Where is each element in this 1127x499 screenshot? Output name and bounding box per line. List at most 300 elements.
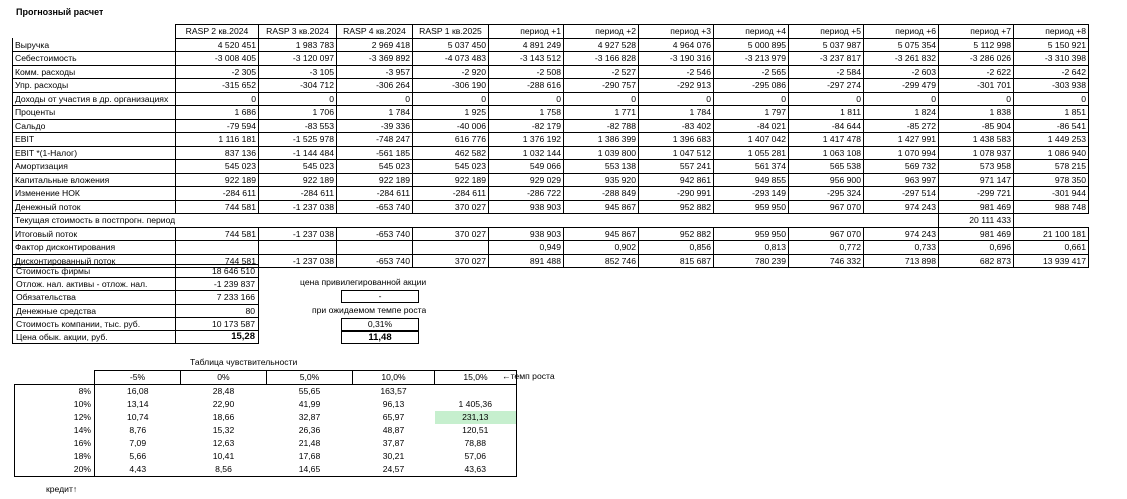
- data-row-2-cell[interactable]: -3 008 405: [176, 52, 259, 66]
- sensitivity-rate-cell[interactable]: 20%: [15, 463, 95, 477]
- column-header-11[interactable]: период +7: [939, 25, 1014, 39]
- sensitivity-value-cell[interactable]: 7,09: [129, 438, 147, 448]
- data-row-10-cell[interactable]: 565 538: [789, 160, 864, 174]
- sensitivity-value-cell[interactable]: 22,90: [212, 399, 235, 409]
- data-row-10-cell[interactable]: 553 138: [564, 160, 639, 174]
- data-row-1-cell[interactable]: 4 964 076: [639, 38, 714, 52]
- data-row-3-cell[interactable]: -2 584: [789, 65, 864, 79]
- discount-factor-row: [13, 241, 1089, 255]
- data-row-11-cell[interactable]: 922 189: [337, 173, 413, 187]
- data-row-13-label: Денежный поток: [13, 200, 176, 214]
- sensitivity-value-cell[interactable]: 26,36: [298, 425, 321, 435]
- data-row-1-cell[interactable]: 1 983 783: [259, 38, 337, 52]
- data-row-11-cell[interactable]: 922 189: [176, 173, 259, 187]
- data-row-13-cell[interactable]: 967 070: [789, 200, 864, 214]
- sensitivity-rate-cell[interactable]: 16%: [15, 437, 95, 450]
- sensitivity-value-cell[interactable]: 10,41: [212, 451, 235, 461]
- sensitivity-column-header[interactable]: 10,0%: [353, 371, 435, 385]
- sensitivity-value-cell[interactable]: 231,13: [435, 411, 517, 424]
- total-row-cell[interactable]: 945 867: [564, 227, 639, 241]
- data-row-12-cell[interactable]: -284 611: [337, 187, 413, 201]
- sensitivity-value-cell[interactable]: 10,74: [126, 412, 149, 422]
- data-row-9-label: EBIT *(1-Налог): [13, 146, 176, 160]
- data-row-13-cell[interactable]: -1 237 038: [259, 200, 337, 214]
- data-row-9-cell[interactable]: -1 144 484: [259, 146, 337, 160]
- data-row-12-cell[interactable]: -284 611: [413, 187, 489, 201]
- total-row-cell[interactable]: -1 237 038: [259, 227, 337, 241]
- expected-growth-value[interactable]: 0,31%: [341, 318, 419, 331]
- column-header-9[interactable]: период +5: [789, 25, 864, 39]
- data-row-3-cell[interactable]: -2 920: [413, 65, 489, 79]
- data-row-5-cell[interactable]: 0: [789, 92, 864, 106]
- data-row-4-cell[interactable]: -315 652: [176, 79, 259, 93]
- data-row-13-cell[interactable]: 938 903: [489, 200, 564, 214]
- data-row-11-cell[interactable]: 942 861: [639, 173, 714, 187]
- sensitivity-header-row: [15, 371, 517, 385]
- data-row-5-cell[interactable]: 0: [259, 92, 337, 106]
- data-row-2-cell[interactable]: -3 120 097: [259, 52, 337, 66]
- data-row-11-cell[interactable]: 922 189: [413, 173, 489, 187]
- data-row-13-cell[interactable]: 981 469: [939, 200, 1014, 214]
- data-row-8-cell[interactable]: 616 776: [413, 133, 489, 147]
- data-row-2-cell[interactable]: -3 237 817: [789, 52, 864, 66]
- total-row-cell[interactable]: -653 740: [337, 227, 413, 241]
- data-row-10-cell[interactable]: 545 023: [413, 160, 489, 174]
- data-row-13-cell[interactable]: 370 027: [413, 200, 489, 214]
- credit-axis-note: кредит↑: [46, 484, 78, 494]
- discount-factor-row-cell[interactable]: [176, 241, 259, 255]
- column-header-6[interactable]: период +2: [564, 25, 639, 39]
- data-row-9-cell[interactable]: 1 086 940: [1014, 146, 1089, 160]
- data-row-7-cell[interactable]: -86 541: [1014, 119, 1089, 133]
- data-row-2-cell[interactable]: -3 166 828: [564, 52, 639, 66]
- data-row-1-cell[interactable]: 5 037 450: [413, 38, 489, 52]
- data-row-11-label: Капитальные вложения: [13, 173, 176, 187]
- data-row-2-cell[interactable]: -3 286 026: [939, 52, 1014, 66]
- data-row-5-cell[interactable]: 0: [939, 92, 1014, 106]
- data-row-9-cell[interactable]: 1 078 937: [939, 146, 1014, 160]
- sensitivity-title: Таблица чувствительности: [190, 357, 298, 367]
- data-row-11-cell[interactable]: 949 855: [714, 173, 789, 187]
- valuation-value[interactable]: -1 239 837: [176, 278, 259, 291]
- discount-factor-row-cell[interactable]: 0,772: [789, 241, 864, 255]
- data-row-10-label: Амортизация: [13, 160, 176, 174]
- data-row-4-cell[interactable]: -303 938: [1014, 79, 1089, 93]
- data-row-6-cell[interactable]: 1 797: [714, 106, 789, 120]
- data-row-4-cell[interactable]: -301 701: [939, 79, 1014, 93]
- data-row-8-cell[interactable]: 1 386 399: [564, 133, 639, 147]
- discount-factor-row-cell[interactable]: 0,661: [1014, 241, 1089, 255]
- sensitivity-value-cell[interactable]: 43,63: [435, 463, 517, 477]
- data-row-6-cell[interactable]: 1 706: [259, 106, 337, 120]
- data-row-5-cell[interactable]: 0: [337, 92, 413, 106]
- data-row-5-cell[interactable]: 0: [176, 92, 259, 106]
- data-row-4-cell[interactable]: -306 190: [413, 79, 489, 93]
- data-row-1-label: Выручка: [13, 38, 176, 52]
- data-row-1-cell[interactable]: 2 969 418: [337, 38, 413, 52]
- data-row-3-cell[interactable]: -2 642: [1014, 65, 1089, 79]
- data-row-2-cell[interactable]: -3 213 979: [714, 52, 789, 66]
- data-row-3: [13, 65, 1089, 79]
- data-row-10-cell[interactable]: 545 023: [259, 160, 337, 174]
- terminal-value[interactable]: 20 111 433: [939, 214, 1014, 228]
- data-row-1-cell[interactable]: 5 112 998: [939, 38, 1014, 52]
- data-row-1-cell[interactable]: 5 150 921: [1014, 38, 1089, 52]
- data-row-10-cell[interactable]: 557 241: [639, 160, 714, 174]
- valuation-row: [13, 278, 259, 291]
- data-row-9-cell[interactable]: 1 047 512: [639, 146, 714, 160]
- data-row-11-cell[interactable]: 978 350: [1014, 173, 1089, 187]
- sensitivity-value-cell[interactable]: 1 405,36: [435, 398, 517, 411]
- data-row-4-cell[interactable]: -295 086: [714, 79, 789, 93]
- data-row-4-cell[interactable]: -306 264: [337, 79, 413, 93]
- data-row-12-cell[interactable]: -295 324: [789, 187, 864, 201]
- data-row-5-cell[interactable]: 0: [413, 92, 489, 106]
- discounted-row-cell[interactable]: 746 332: [789, 254, 864, 268]
- valuation-value[interactable]: 18 646 510: [176, 265, 259, 278]
- terminal-empty-cell: [789, 214, 864, 228]
- data-row-2-cell[interactable]: -3 261 832: [864, 52, 939, 66]
- sensitivity-value-cell[interactable]: 57,06: [435, 450, 517, 463]
- data-row-4-cell[interactable]: -288 616: [489, 79, 564, 93]
- data-row-9-cell[interactable]: 1 070 994: [864, 146, 939, 160]
- data-row-9-cell[interactable]: 1 055 281: [714, 146, 789, 160]
- sensitivity-value-cell[interactable]: 96,13: [382, 399, 405, 409]
- data-row-3-cell[interactable]: -2 508: [489, 65, 564, 79]
- data-row-12-cell[interactable]: -284 611: [259, 187, 337, 201]
- valuation-value[interactable]: 80: [176, 304, 259, 317]
- sensitivity-value-cell[interactable]: 4,43: [95, 463, 181, 477]
- data-row-7-cell[interactable]: -82 179: [489, 119, 564, 133]
- data-row-8-cell[interactable]: -748 247: [337, 133, 413, 147]
- data-row-13-cell[interactable]: 988 748: [1014, 200, 1089, 214]
- data-row-11-cell[interactable]: 963 997: [864, 173, 939, 187]
- data-row-1-cell[interactable]: 5 000 895: [714, 38, 789, 52]
- sensitivity-value-cell[interactable]: 8,76: [129, 425, 147, 435]
- valuation-label: Отлож. нал. активы - отлож. нал.: [13, 278, 176, 291]
- data-row-5-cell[interactable]: 0: [714, 92, 789, 106]
- discounted-row-cell[interactable]: 13 939 417: [1014, 254, 1089, 268]
- sensitivity-value-cell[interactable]: 17,68: [298, 451, 321, 461]
- data-row-12-cell[interactable]: -288 849: [564, 187, 639, 201]
- sensitivity-table: [14, 370, 517, 477]
- sensitivity-rate-cell[interactable]: 12%: [15, 411, 95, 424]
- discounted-row-cell[interactable]: 744 581: [176, 254, 259, 268]
- data-row-6: [13, 106, 1089, 120]
- data-row-5-cell[interactable]: 0: [564, 92, 639, 106]
- preferred-share-label: цена привилегированной акции: [300, 277, 427, 287]
- discount-factor-row-cell[interactable]: 0,856: [639, 241, 714, 255]
- data-row-1-cell[interactable]: 4 520 451: [176, 38, 259, 52]
- data-row-10-cell[interactable]: 573 958: [939, 160, 1014, 174]
- sensitivity-value-cell[interactable]: 12,63: [212, 438, 235, 448]
- valuation-table: [12, 264, 259, 344]
- discount-factor-row-cell[interactable]: [259, 241, 337, 255]
- data-row-10-cell[interactable]: 561 374: [714, 160, 789, 174]
- growth-axis-note: ←темп роста: [502, 371, 555, 381]
- discounted-row-cell[interactable]: 682 873: [939, 254, 1014, 268]
- sensitivity-row: [15, 411, 517, 424]
- data-row-4-cell[interactable]: -304 712: [259, 79, 337, 93]
- data-row-9-cell[interactable]: 1 032 144: [489, 146, 564, 160]
- sensitivity-value-cell[interactable]: 32,87: [298, 412, 321, 422]
- discount-factor-row-cell[interactable]: [337, 241, 413, 255]
- data-row-8-cell[interactable]: 1 396 683: [639, 133, 714, 147]
- data-row-8-cell[interactable]: 1 438 583: [939, 133, 1014, 147]
- discount-factor-row-cell[interactable]: [413, 241, 489, 255]
- discount-factor-row-cell[interactable]: 0,949: [489, 241, 564, 255]
- sensitivity-value-cell[interactable]: 78,88: [435, 437, 517, 450]
- sensitivity-column-header[interactable]: 0%: [181, 371, 267, 385]
- discount-factor-row-cell[interactable]: 0,902: [564, 241, 639, 255]
- header-row: [13, 25, 1089, 39]
- data-row-3-cell[interactable]: -2 546: [639, 65, 714, 79]
- column-header-12[interactable]: период +8: [1014, 25, 1089, 39]
- valuation-row: [13, 317, 259, 330]
- sensitivity-value-cell[interactable]: 8,56: [181, 463, 267, 477]
- data-row-6-cell[interactable]: 1 838: [939, 106, 1014, 120]
- data-row-12-cell[interactable]: -284 611: [176, 187, 259, 201]
- data-row-12-label: Изменение НОК: [13, 187, 176, 201]
- data-row-1-cell[interactable]: 5 075 354: [864, 38, 939, 52]
- sensitivity-column-header[interactable]: 15,0%: [435, 371, 517, 385]
- data-row-1: [13, 38, 1089, 52]
- data-row-9-cell[interactable]: -561 185: [337, 146, 413, 160]
- discounted-row-cell[interactable]: -1 237 038: [259, 254, 337, 268]
- data-row-10-cell[interactable]: 578 215: [1014, 160, 1089, 174]
- discount-factor-row-cell[interactable]: 0,696: [939, 241, 1014, 255]
- data-row-7-cell[interactable]: -84 021: [714, 119, 789, 133]
- discounted-row-cell[interactable]: 815 687: [639, 254, 714, 268]
- data-row-10-cell[interactable]: 549 066: [489, 160, 564, 174]
- discounted-row-cell[interactable]: 852 746: [564, 254, 639, 268]
- valuation-value[interactable]: 15,28: [176, 330, 259, 343]
- sensitivity-value-cell[interactable]: 18,66: [212, 412, 235, 422]
- data-row-12-cell[interactable]: -286 722: [489, 187, 564, 201]
- total-row-cell[interactable]: 21 100 181: [1014, 227, 1089, 241]
- discounted-row-cell[interactable]: 891 488: [489, 254, 564, 268]
- discounted-row-cell[interactable]: -653 740: [337, 254, 413, 268]
- data-row-13-cell[interactable]: -653 740: [337, 200, 413, 214]
- data-row-4-cell[interactable]: -299 479: [864, 79, 939, 93]
- preferred-share-value[interactable]: -: [341, 290, 419, 303]
- total-row-cell[interactable]: 959 950: [714, 227, 789, 241]
- sensitivity-value-cell[interactable]: 13,14: [126, 399, 149, 409]
- sensitivity-value-cell[interactable]: 15,32: [212, 425, 235, 435]
- data-row-7-cell[interactable]: -85 904: [939, 119, 1014, 133]
- data-row-6-cell[interactable]: 1 784: [337, 106, 413, 120]
- sensitivity-column-header[interactable]: 5,0%: [267, 371, 353, 385]
- sensitivity-value-cell[interactable]: 65,97: [382, 412, 405, 422]
- sensitivity-value-cell[interactable]: 21,48: [298, 438, 321, 448]
- data-row-10-cell[interactable]: 545 023: [176, 160, 259, 174]
- data-row-6-cell[interactable]: 1 686: [176, 106, 259, 120]
- total-row-cell[interactable]: 967 070: [789, 227, 864, 241]
- data-row-6-cell[interactable]: 1 851: [1014, 106, 1089, 120]
- data-row-10-cell[interactable]: 545 023: [337, 160, 413, 174]
- data-row-8-cell[interactable]: 1 427 991: [864, 133, 939, 147]
- data-row-9-cell[interactable]: 1 039 800: [564, 146, 639, 160]
- data-row-5-cell[interactable]: 0: [489, 92, 564, 106]
- sensitivity-value-cell[interactable]: 163,57: [380, 386, 407, 396]
- data-row-3-cell[interactable]: -2 527: [564, 65, 639, 79]
- data-row-5-cell[interactable]: 0: [1014, 92, 1089, 106]
- data-row-6-cell[interactable]: 1 784: [639, 106, 714, 120]
- data-row-6-cell[interactable]: 1 824: [864, 106, 939, 120]
- data-row-11-cell[interactable]: 929 029: [489, 173, 564, 187]
- sensitivity-rate-cell[interactable]: 8%: [15, 385, 95, 399]
- data-row-8-cell[interactable]: 1 449 253: [1014, 133, 1089, 147]
- data-row-7-cell[interactable]: -83 553: [259, 119, 337, 133]
- sensitivity-row: [15, 450, 517, 463]
- column-header-4[interactable]: RASP 1 кв.2025: [413, 25, 489, 39]
- data-row-6-cell[interactable]: 1 811: [789, 106, 864, 120]
- data-row-13-cell[interactable]: 945 867: [564, 200, 639, 214]
- sensitivity-rate-cell[interactable]: 10%: [15, 398, 95, 411]
- data-row-8-cell[interactable]: 1 407 042: [714, 133, 789, 147]
- sensitivity-row: [15, 463, 517, 477]
- data-row-2-cell[interactable]: -4 073 483: [413, 52, 489, 66]
- discounted-row-label: Дисконтированный поток: [13, 254, 176, 268]
- data-row-1-cell[interactable]: 5 037 987: [789, 38, 864, 52]
- data-row-11: [13, 173, 1089, 187]
- sensitivity-value-cell[interactable]: 30,21: [382, 451, 405, 461]
- column-header-10[interactable]: период +6: [864, 25, 939, 39]
- total-row-cell[interactable]: 938 903: [489, 227, 564, 241]
- sensitivity-value-cell[interactable]: 28,48: [212, 386, 235, 396]
- total-row-cell[interactable]: 370 027: [413, 227, 489, 241]
- data-row-13-cell[interactable]: 959 950: [714, 200, 789, 214]
- sensitivity-value-cell[interactable]: 24,57: [353, 463, 435, 477]
- sensitivity-value-cell[interactable]: 16,08: [126, 386, 149, 396]
- data-row-2-label: Себестоимость: [13, 52, 176, 66]
- data-row-3-cell[interactable]: -3 957: [337, 65, 413, 79]
- terminal-empty-cell: [564, 214, 639, 228]
- data-row-3-cell[interactable]: -3 105: [259, 65, 337, 79]
- data-row-9-cell[interactable]: 837 136: [176, 146, 259, 160]
- data-row-9-cell[interactable]: 1 063 108: [789, 146, 864, 160]
- data-row-7-cell[interactable]: -85 272: [864, 119, 939, 133]
- column-header-7[interactable]: период +3: [639, 25, 714, 39]
- data-row-4-cell[interactable]: -292 913: [639, 79, 714, 93]
- data-row-7-cell[interactable]: -83 402: [639, 119, 714, 133]
- data-row-3-cell[interactable]: -2 305: [176, 65, 259, 79]
- data-row-9: [13, 146, 1089, 160]
- discount-factor-row-cell[interactable]: 0,813: [714, 241, 789, 255]
- data-row-12-cell[interactable]: -293 149: [714, 187, 789, 201]
- data-row-12-cell[interactable]: -290 991: [639, 187, 714, 201]
- data-row-2-cell[interactable]: -3 369 892: [337, 52, 413, 66]
- sensitivity-value-cell[interactable]: 37,87: [382, 438, 405, 448]
- data-row-2-cell[interactable]: -3 190 316: [639, 52, 714, 66]
- data-row-11-cell[interactable]: 935 920: [564, 173, 639, 187]
- total-row-cell[interactable]: 981 469: [939, 227, 1014, 241]
- data-row-10-cell[interactable]: 569 732: [864, 160, 939, 174]
- data-row-13-cell[interactable]: 952 882: [639, 200, 714, 214]
- valuation-label: Стоимость фирмы: [13, 265, 176, 278]
- valuation-value[interactable]: 7 233 166: [176, 291, 259, 304]
- data-row-1-cell[interactable]: 4 891 249: [489, 38, 564, 52]
- data-row-7-cell[interactable]: -79 594: [176, 119, 259, 133]
- data-row-6-cell[interactable]: 1 925: [413, 106, 489, 120]
- data-row-7-cell[interactable]: -39 336: [337, 119, 413, 133]
- valuation-row: [13, 291, 259, 304]
- column-header-5[interactable]: период +1: [489, 25, 564, 39]
- data-row-13-cell[interactable]: 744 581: [176, 200, 259, 214]
- data-row-11-cell[interactable]: 922 189: [259, 173, 337, 187]
- sensitivity-value-cell[interactable]: [435, 385, 517, 399]
- discounted-row-cell[interactable]: 780 239: [714, 254, 789, 268]
- data-row-8-cell[interactable]: 1 116 181: [176, 133, 259, 147]
- data-row-7-cell[interactable]: -40 006: [413, 119, 489, 133]
- data-row-11-cell[interactable]: 956 900: [789, 173, 864, 187]
- data-row-1-cell[interactable]: 4 927 528: [564, 38, 639, 52]
- discount-factor-row-cell[interactable]: 0,733: [864, 241, 939, 255]
- sensitivity-value-cell[interactable]: 48,87: [382, 425, 405, 435]
- data-row-5-cell[interactable]: 0: [864, 92, 939, 106]
- data-row-5-cell[interactable]: 0: [639, 92, 714, 106]
- sensitivity-value-cell[interactable]: 41,99: [298, 399, 321, 409]
- data-row-3-cell[interactable]: -2 603: [864, 65, 939, 79]
- total-row-cell[interactable]: 744 581: [176, 227, 259, 241]
- data-row-7: [13, 119, 1089, 133]
- total-row-cell[interactable]: 952 882: [639, 227, 714, 241]
- sensitivity-column-header[interactable]: -5%: [95, 371, 181, 385]
- sensitivity-rate-cell[interactable]: 14%: [15, 424, 95, 437]
- data-row-6-cell[interactable]: 1 771: [564, 106, 639, 120]
- data-row-8: [13, 133, 1089, 147]
- data-row-2-cell[interactable]: -3 310 398: [1014, 52, 1089, 66]
- sensitivity-row: [15, 424, 517, 437]
- data-row-8-cell[interactable]: 1 376 192: [489, 133, 564, 147]
- sensitivity-value-cell[interactable]: 55,65: [298, 386, 321, 396]
- preferred-price-value[interactable]: 11,48: [341, 331, 419, 344]
- data-row-11-cell[interactable]: 971 147: [939, 173, 1014, 187]
- valuation-value[interactable]: 10 173 587: [176, 317, 259, 330]
- data-row-8-cell[interactable]: 1 417 478: [789, 133, 864, 147]
- data-row-12-cell[interactable]: -301 944: [1014, 187, 1089, 201]
- data-row-13-cell[interactable]: 974 243: [864, 200, 939, 214]
- sensitivity-rate-cell[interactable]: 18%: [15, 450, 95, 463]
- sensitivity-value-cell[interactable]: 5,66: [129, 451, 147, 461]
- sensitivity-value-cell[interactable]: 120,51: [435, 424, 517, 437]
- data-row-2-cell[interactable]: -3 143 512: [489, 52, 564, 66]
- column-header-3[interactable]: RASP 4 кв.2024: [337, 25, 413, 39]
- data-row-4-cell[interactable]: -297 274: [789, 79, 864, 93]
- valuation-row: [13, 265, 259, 278]
- terminal-empty-cell: [864, 214, 939, 228]
- data-row-4-cell[interactable]: -290 757: [564, 79, 639, 93]
- data-row-3-cell[interactable]: -2 565: [714, 65, 789, 79]
- data-row-6-cell[interactable]: 1 758: [489, 106, 564, 120]
- data-row-13: [13, 200, 1089, 214]
- terminal-empty-cell: [639, 214, 714, 228]
- data-row-7-cell[interactable]: -84 644: [789, 119, 864, 133]
- data-row-12-cell[interactable]: -297 514: [864, 187, 939, 201]
- data-row-3-cell[interactable]: -2 622: [939, 65, 1014, 79]
- data-row-8-cell[interactable]: -1 525 978: [259, 133, 337, 147]
- column-header-1[interactable]: RASP 2 кв.2024: [176, 25, 259, 39]
- discounted-row-cell[interactable]: 370 027: [413, 254, 489, 268]
- data-row-9-cell[interactable]: 462 582: [413, 146, 489, 160]
- column-header-8[interactable]: период +4: [714, 25, 789, 39]
- column-header-2[interactable]: RASP 3 кв.2024: [259, 25, 337, 39]
- total-row-cell[interactable]: 974 243: [864, 227, 939, 241]
- sensitivity-value-cell[interactable]: 14,65: [267, 463, 353, 477]
- data-row-7-cell[interactable]: -82 788: [564, 119, 639, 133]
- discounted-row-cell[interactable]: 713 898: [864, 254, 939, 268]
- data-row-12-cell[interactable]: -299 721: [939, 187, 1014, 201]
